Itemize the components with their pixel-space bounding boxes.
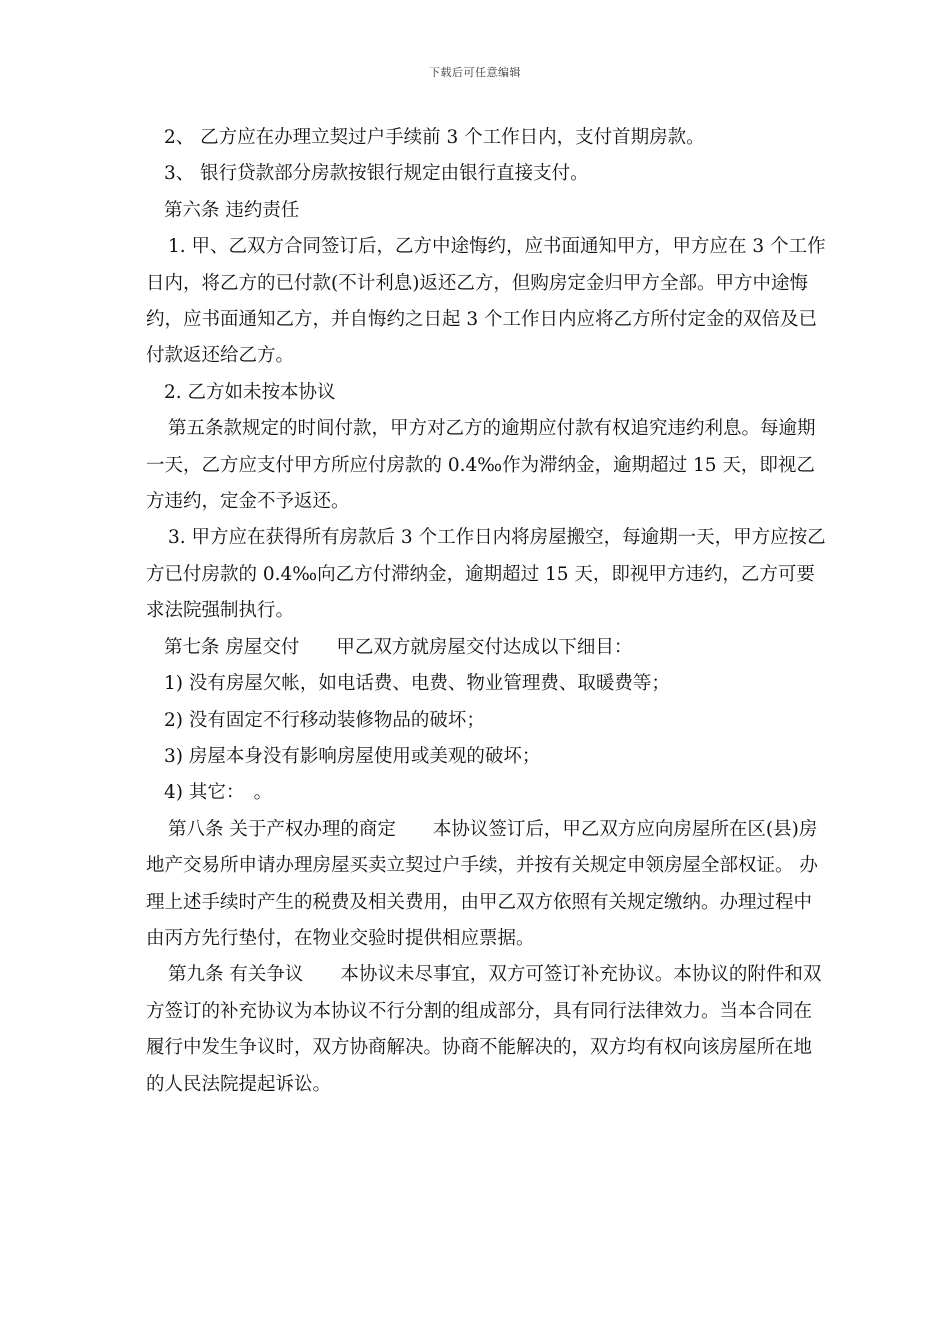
delivery-item-4: 4) 其它： 。	[164, 782, 273, 804]
paragraph-breach-1: 1. 甲、乙双方合同签订后，乙方中途悔约，应书面通知甲方，甲方应在 3 个工作日内，将乙方的已付款(不计利息)返还乙方，但购房定金归甲方全部。甲方中途悔约，应书面通知乙方，并自悔约之日起 3 个工作日内应将乙方所付定金的双倍及已付款返还给乙方。	[146, 236, 826, 367]
document-body	[146, 120, 826, 1103]
article-8-paragraph: 第八条 关于产权办理的商定 本协议签订后，甲乙双方应向房屋所在区(县)房地产交易所申请办理房屋买卖立契过户手续，并按有关规定申领房屋全部权证。 办理上述手续时产生的税费及相关费用，由甲乙双方依照有关规定缴纳。办理过程中由丙方先行垫付，在物业交验时提供相应票据。	[146, 818, 818, 949]
paragraph-breach-2: 2. 乙方如未按本协议	[164, 381, 336, 403]
paragraph-breach-3: 3. 甲方应在获得所有房款后 3 个工作日内将房屋搬空，每逾期一天，甲方应按乙方已付房款的 0.4‰向乙方付滞纳金，逾期超过 15 天，即视甲方违约，乙方可要求法院强制执行。	[146, 527, 826, 622]
paragraph-payment-2: 2、 乙方应在办理立契过户手续前 3 个工作日内，支付首期房款。	[164, 127, 705, 148]
article-7-heading: 第七条 房屋交付 甲乙双方就房屋交付达成以下细目：	[164, 636, 633, 658]
paragraph-payment-3: 3、 银行贷款部分房款按银行规定由银行直接支付。	[164, 163, 589, 185]
delivery-item-2: 2) 没有固定不行移动装修物品的破坏；	[164, 709, 485, 731]
article-9-paragraph: 第九条 有关争议 本协议未尽事宜，双方可签订补充协议。本协议的附件和双方签订的补充协议为本协议不行分割的组成部分，具有同行法律效力。当本合同在履行中发生争议时，双方协商解决。协商不能解决的，双方均有权向该房屋所在地的人民法院提起诉讼。	[146, 964, 822, 1095]
page-header: 下载后可任意编辑	[429, 66, 521, 79]
delivery-item-1: 1) 没有房屋欠帐，如电话费、电费、物业管理费、取暖费等；	[164, 673, 670, 695]
article-6-heading: 第六条 违约责任	[164, 199, 300, 221]
delivery-item-3: 3) 房屋本身没有影响房屋使用或美观的破坏；	[164, 745, 541, 767]
paragraph-breach-2-cont: 第五条款规定的时间付款，甲方对乙方的逾期应付款有权追究违约利息。每逾期一天，乙方应支付甲方所应付房款的 0.4‰作为滞纳金，逾期超过 15 天，即视乙方违约，定金不予返还。	[146, 418, 816, 513]
